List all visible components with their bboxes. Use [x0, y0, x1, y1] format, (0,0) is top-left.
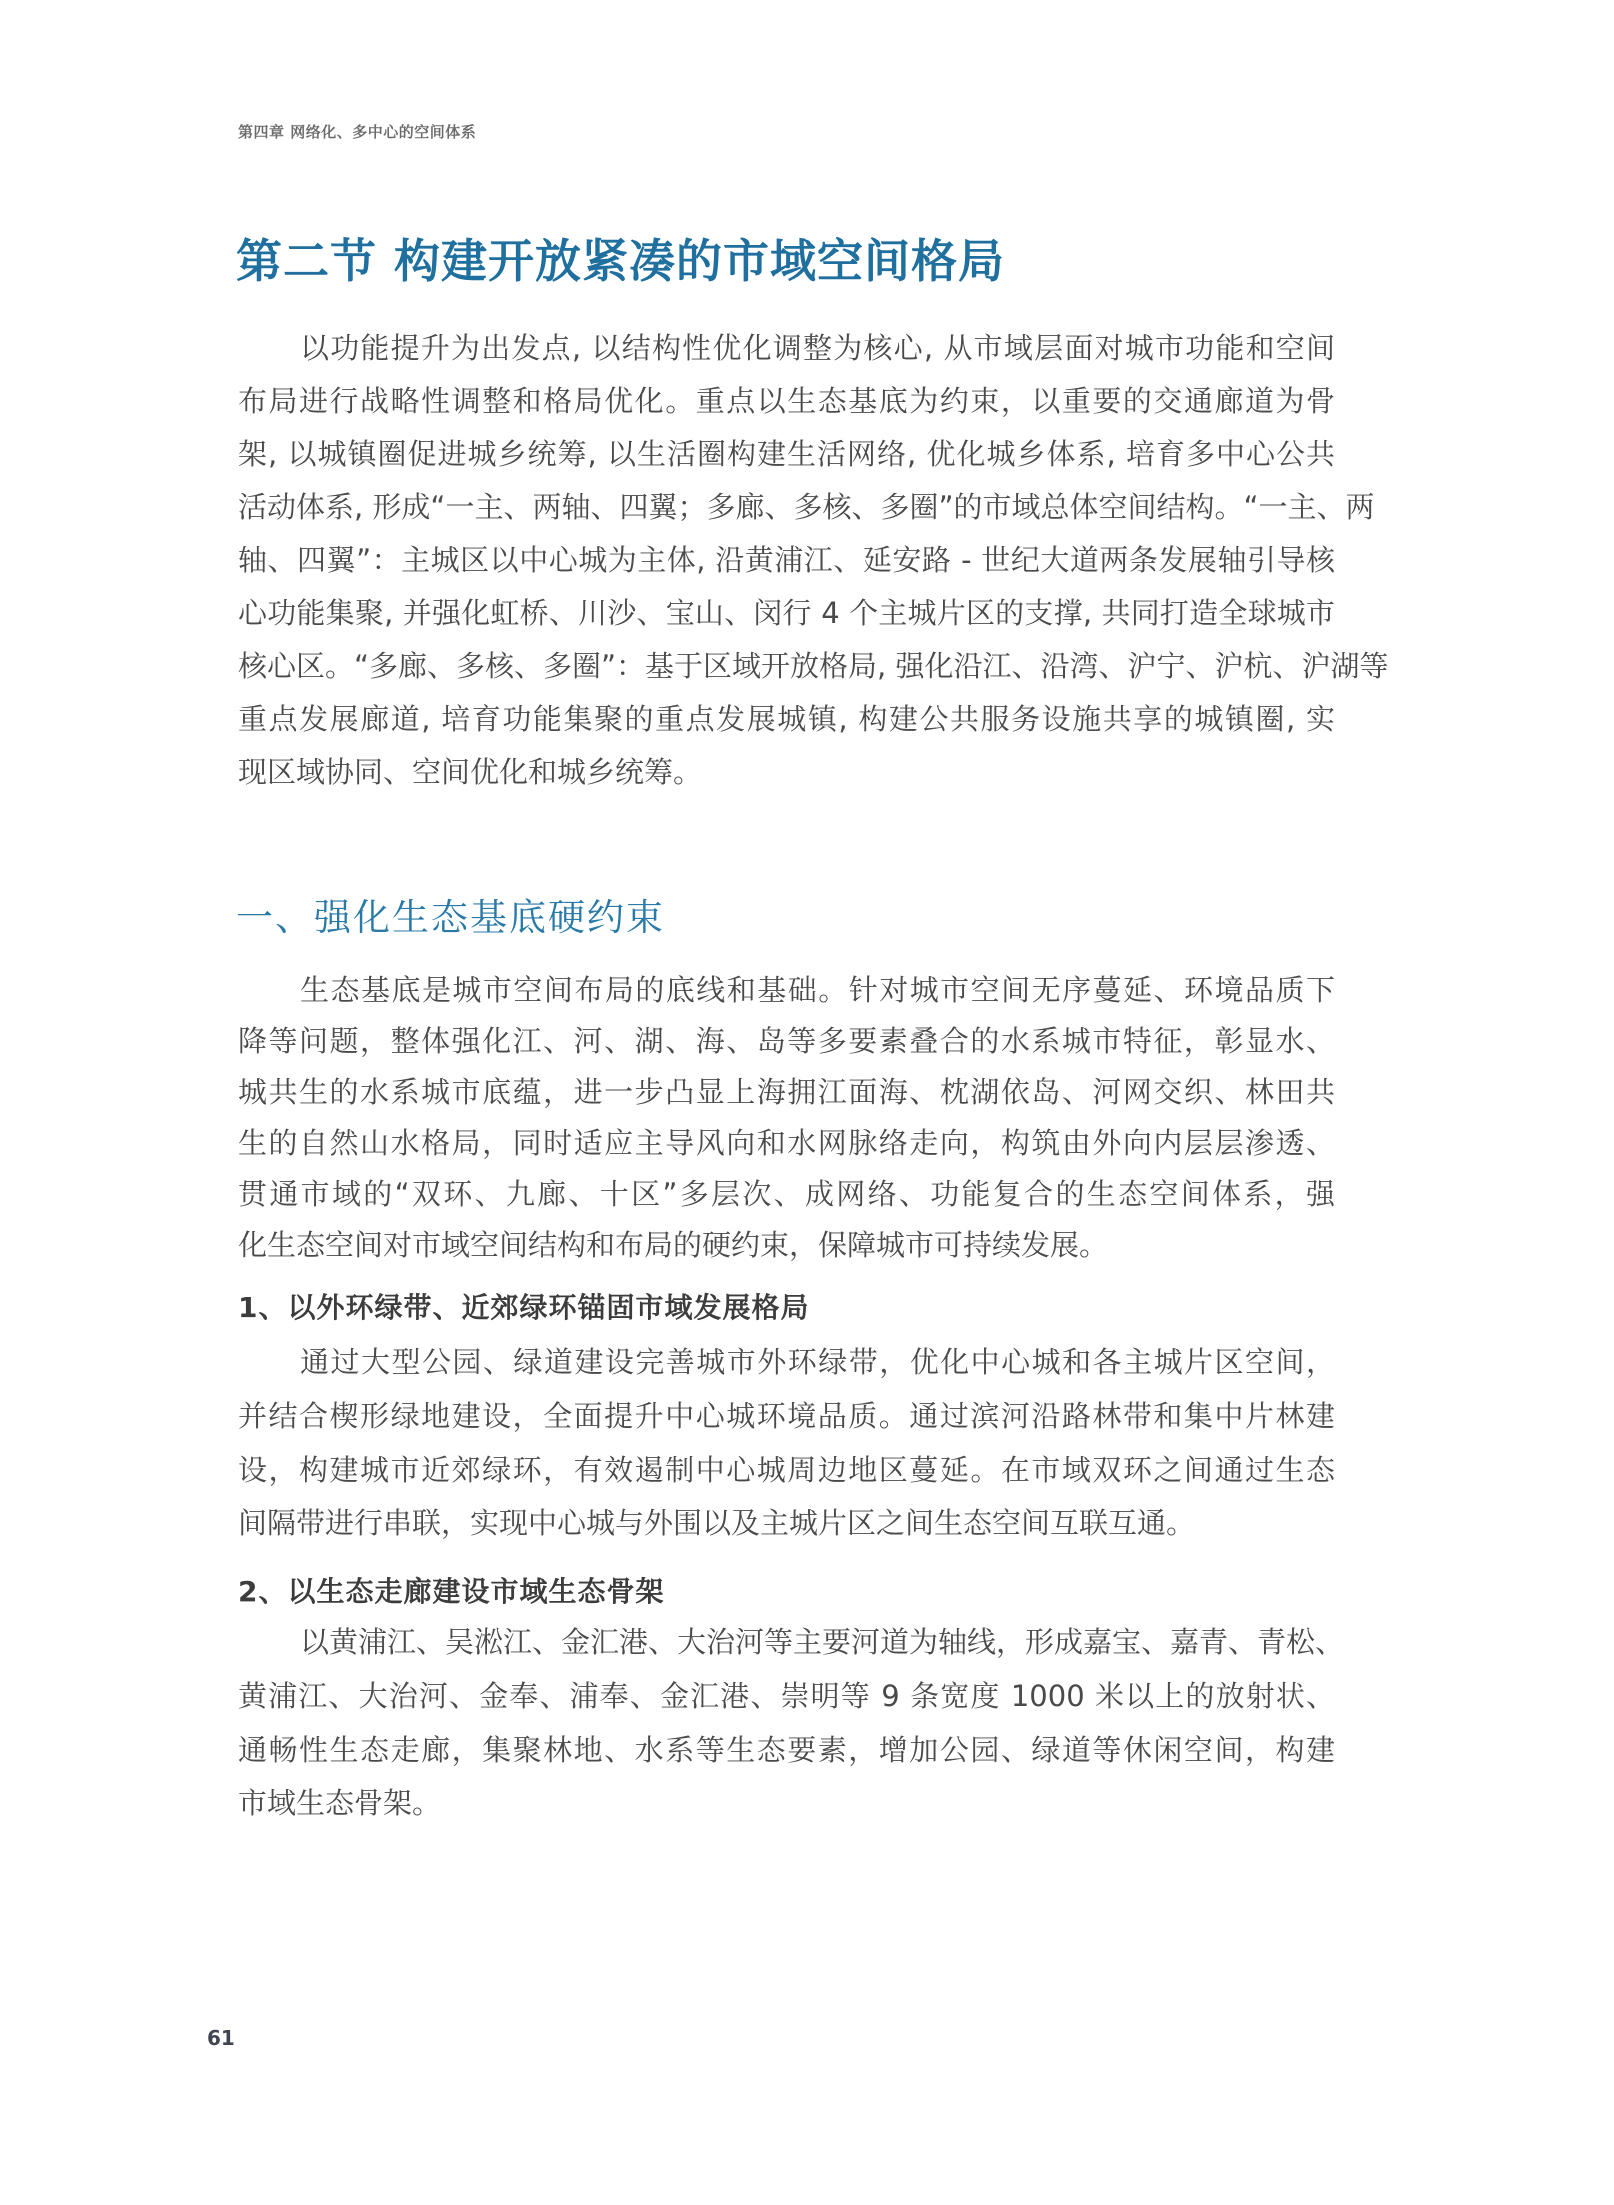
item-heading-1: 1、以外环绿带、近郊绿环锚固市域发展格局 [238, 1291, 810, 1324]
paragraph-line: 现区域协同、空间优化和城乡统筹。 [238, 755, 703, 789]
page-number: 61 [207, 2026, 235, 2050]
paragraph-line: 黄浦江、大治河、金奉、浦奉、金汇港、崇明等 9 条宽度 1000 米以上的放射状、 [238, 1679, 1335, 1713]
paragraph-line: 以功能提升为出发点, 以结构性优化调整为核心, 从市域层面对城市功能和空间 [300, 331, 1335, 365]
subsection-heading: 一、强化生态基底硬约束 [236, 896, 665, 939]
paragraph-line: 以黄浦江、吴淞江、金汇港、大治河等主要河道为轴线，形成嘉宝、嘉青、青松、 [300, 1625, 1345, 1659]
paragraph-line: 通过大型公园、绿道建设完善城市外环绿带，优化中心城和各主城片区空间， [300, 1345, 1335, 1379]
paragraph-line: 轴、四翼”：主城区以中心城为主体, 沿黄浦江、延安路 - 世纪大道两条发展轴引导核 [238, 543, 1335, 577]
paragraph-line: 设，构建城市近郊绿环，有效遏制中心城周边地区蔓延。在市域双环之间通过生态 [238, 1453, 1335, 1487]
paragraph-line: 城共生的水系城市底蕴，进一步凸显上海拥江面海、枕湖依岛、河网交织、林田共 [238, 1075, 1335, 1109]
paragraph-line: 生态基底是城市空间布局的底线和基础。针对城市空间无序蔓延、环境品质下 [300, 973, 1335, 1007]
running-header: 第四章 网络化、多中心的空间体系 [238, 123, 477, 141]
paragraph-line: 心功能集聚, 并强化虹桥、川沙、宝山、闵行 4 个主城片区的支撑, 共同打造全球城市 [238, 596, 1335, 630]
paragraph-line: 降等问题，整体强化江、河、湖、海、岛等多要素叠合的水系城市特征，彰显水、 [238, 1024, 1335, 1058]
paragraph-line: 活动体系, 形成“一主、两轴、四翼；多廊、多核、多圈”的市域总体空间结构。“一主、两 [238, 490, 1375, 524]
paragraph-line: 通畅性生态走廊，集聚林地、水系等生态要素，增加公园、绿道等休闲空间，构建 [238, 1733, 1335, 1767]
paragraph-line: 生的自然山水格局，同时适应主导风向和水网脉络走向，构筑由外向内层层渗透、 [238, 1126, 1335, 1160]
item-heading-2: 2、以生态走廊建设市域生态骨架 [238, 1575, 665, 1608]
paragraph-line: 核心区。“多廊、多核、多圈”：基于区域开放格局, 强化沿江、沿湾、沪宁、沪杭、沪湖等 [238, 649, 1389, 683]
paragraph-line: 重点发展廊道, 培育功能集聚的重点发展城镇, 构建公共服务设施共享的城镇圈, 实 [238, 702, 1335, 736]
section-title: 第二节 构建开放紧凑的市域空间格局 [236, 234, 1006, 288]
paragraph-line: 贯通市域的“双环、九廊、十区”多层次、成网络、功能复合的生态空间体系，强 [238, 1177, 1335, 1211]
paragraph-line: 化生态空间对市域空间结构和布局的硬约束，保障城市可持续发展。 [238, 1228, 1109, 1262]
paragraph-line: 市域生态骨架。 [238, 1786, 442, 1820]
paragraph-line: 布局进行战略性调整和格局优化。重点以生态基底为约束，以重要的交通廊道为骨 [238, 384, 1335, 418]
paragraph-line: 并结合楔形绿地建设，全面提升中心城环境品质。通过滨河沿路林带和集中片林建 [238, 1399, 1335, 1433]
paragraph-line: 架, 以城镇圈促进城乡统筹, 以生活圈构建生活网络, 优化城乡体系, 培育多中心公共 [238, 437, 1335, 471]
paragraph-line: 间隔带进行串联，实现中心城与外围以及主城片区之间生态空间互联互通。 [238, 1506, 1196, 1540]
